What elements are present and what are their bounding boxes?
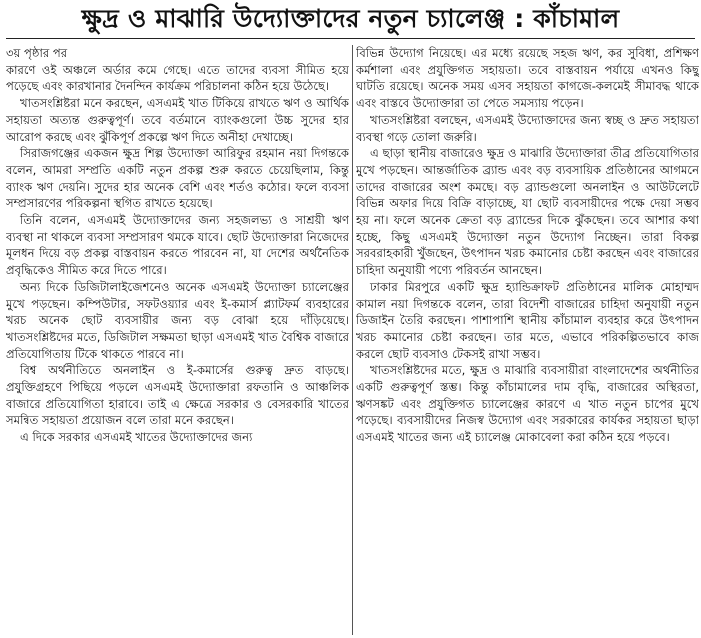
continued-from-label: ৩য় পৃষ্ঠার পর [6, 46, 68, 60]
paragraph: খাতসংশ্লিষ্টরা মনে করছেন, এসএমই খাত টিকিয়ে রাখতে ঋণ ও আর্থিক সহায়তা অত্যন্ত গুরুত্বপূর্ণ। তবে বর্তমানে ব্যাংকগুলো উচ্চ সুদের হার আরোপ করছে এবং ঝুঁকিপূর্ণ প্রকল্পে ঋণ দিতে অনীহা দেখাচ্ছে। [6, 96, 349, 144]
paragraph: খাতসংশ্লিষ্টদের মতে, ক্ষুদ্র ও মাঝারি ব্যবসায়ীরা বাংলাদেশের অর্থনীতির একটি গুরুত্বপূর্ণ স্তম্ভ। কিন্তু কাঁচামালের দাম বৃদ্ধি, বাজারের অস্থিরতা, ঋণসঙ্কট এবং প্রযুক্তিগত চ্যালেঞ্জের কারণে এ খাত নতুন চাপের মুখে পড়েছে। ব্যবসায়ীদের নিজস্ব উদ্যোগ এবং সরকারের কার্যকর সহায়তা ছাড়া এসএমই খাতের জন্য এই চ্যালেঞ্জ মোকাবেলা করা কঠিন হয়ে পড়বে। [356, 363, 699, 445]
paragraph: ঢাকার মিরপুরে একটি ক্ষুদ্র হ্যান্ডিক্রাফট প্রতিষ্ঠানের মালিক মোহাম্মদ কামাল নয়া দিগন্তকে বলেন, তারা বিদেশী বাজারের চাহিদা অনুযায়ী নতুন ডিজাইন তৈরি করছেন। পাশাপাশি স্থানীয় কাঁচামাল ব্যবহার করে উৎপাদন খরচ কমানোর চেষ্টা করছেন। তার মতে, এভাবে পরিকল্পিতভাবে কাজ করলে ছোট ব্যবসাও টেকসই রাখা সম্ভব। [356, 279, 699, 361]
headline: ক্ষুদ্র ও মাঝারি উদ্যোক্তাদের নতুন চ্যালেঞ্জ : কাঁচামাল [6, 4, 695, 39]
paragraph: তিনি বলেন, এসএমই উদ্যোক্তাদের জন্য সহজলভ্য ও সাশ্রয়ী ঋণ ব্যবস্থা না থাকলে ব্যবসা সম্প্রসারণ থমকে যাবে। ছোট উদ্যোক্তারা নিজেদের মূলধন দিয়ে বড় প্রকল্প বাস্তবায়ন করতে পারবেন না, যা দেশের অর্থনৈতিক প্রবৃদ্ধিকেও সীমিত করে দিতে পারে। [6, 213, 349, 278]
paragraph: বিভিন্ন উদ্যোগ নিয়েছে। এর মধ্যে রয়েছে সহজ ঋণ, কর সুবিধা, প্রশিক্ষণ কর্মশালা এবং প্রযুক্তিগত সহায়তা। তবে বাস্তবায়ন পর্যায়ে এখনও কিছু ঘাটতি রয়েছে। অনেক সময় এসব সহায়তা কাগজে-কলমেই সীমাবদ্ধ থাকে এবং বাস্তবে উদ্যোক্তারা তা পেতে সমস্যায় পড়েন। [356, 46, 699, 111]
column-divider [352, 45, 353, 635]
paragraph: অন্য দিকে ডিজিটালাইজেশনেও অনেক এসএমই উদ্যোক্তা চ্যালেঞ্জের মুখে পড়ছেন। কম্পিউটার, সফটওয়্যার এবং ই-কমার্স প্ল্যাটফর্ম ব্যবহারের খরচ অনেক ছোট ব্যবসায়ীর জন্য বড় বোঝা হয়ে দাঁড়িয়েছে। খাতসংশ্লিষ্টদের মতে, ডিজিটাল সক্ষমতা ছাড়া এসএমই খাত বৈশ্বিক বাজারে প্রতিযোগিতায় টিকে থাকতে পারবে না। [6, 279, 349, 361]
left-column [6, 45, 349, 635]
article-body [6, 45, 699, 635]
right-column [356, 45, 699, 635]
paragraph: সিরাজগঞ্জের একজন ক্ষুদ্র শিল্প উদ্যোক্তা আরিফুর রহমান নয়া দিগন্তকে বলেন, আমরা সম্প্রতি একটি নতুন প্রকল্প শুরু করতে চেয়েছিলাম, কিন্তু ব্যাংক ঋণ দেয়নি। সুদের হার অনেক বেশি এবং শর্তও কঠোর। ফলে ব্যবসা সম্প্রসারণের পরিকল্পনা স্থগিত রাখতে হয়েছে। [6, 146, 349, 211]
paragraph: এ ছাড়া স্থানীয় বাজারেও ক্ষুদ্র ও মাঝারি উদ্যোক্তারা তীব্র প্রতিযোগিতার মুখে পড়ছেন। আন্তর্জাতিক ব্র্যান্ড এবং বড় ব্যবসায়িক প্রতিষ্ঠানের আগমনে তাদের বাজারের অংশ কমছে। বড় ব্র্যান্ডগুলো অনলাইন ও আউটলেটে বিভিন্ন অফার দিয়ে বিক্রি বাড়াচ্ছে, যা ছোট ব্যবসায়ীদের পক্ষে দেয়া সম্ভব হয় না। ফলে অনেক ক্রেতা বড় ব্র্যান্ডের দিকে ঝুঁকছেন। তবে আশার কথা হচ্ছে, কিছু এসএমই উদ্যোক্তা নতুন উদ্যোগ নিচ্ছেন। তারা বিকল্প সরবরাহকারী খুঁজছেন, উৎপাদন খরচ কমানোর চেষ্টা করছেন এবং বাজারের চাহিদা অনুযায়ী পণ্যে পরিবর্তন আনছেন। [356, 146, 699, 278]
paragraph: কারণে ওই অঞ্চলে অর্ডার কমে গেছে। এতে তাদের ব্যবসা সীমিত হয়ে পড়েছে এবং কারখানার দৈনন্দিন কার্যক্রম পরিচালনা কঠিন হয়ে উঠেছে। [6, 62, 349, 94]
paragraph: এ দিকে সরকার এসএমই খাতের উদ্যোক্তাদের জন্য [20, 430, 253, 445]
paragraph: বিশ্ব অর্থনীতিতে অনলাইন ও ই-কমার্সের গুরুত্ব দ্রুত বাড়ছে। প্রযুক্তিগ্রহণে পিছিয়ে পড়লে এসএমই উদ্যোক্তারা রফতানি ও আঞ্চলিক বাজারে প্রতিযোগিতা হারাবে। তাই এ ক্ষেত্রে সরকার ও বেসরকারি খাতের সমন্বিত সহায়তা প্রয়োজন বলে তারা মনে করছেন। [6, 363, 349, 428]
paragraph: খাতসংশ্লিষ্টরা বলছেন, এসএমই উদ্যোক্তাদের জন্য স্বচ্ছ ও দ্রুত সহায়তা ব্যবস্থা গড়ে তোলা জরুরি। [356, 112, 699, 144]
